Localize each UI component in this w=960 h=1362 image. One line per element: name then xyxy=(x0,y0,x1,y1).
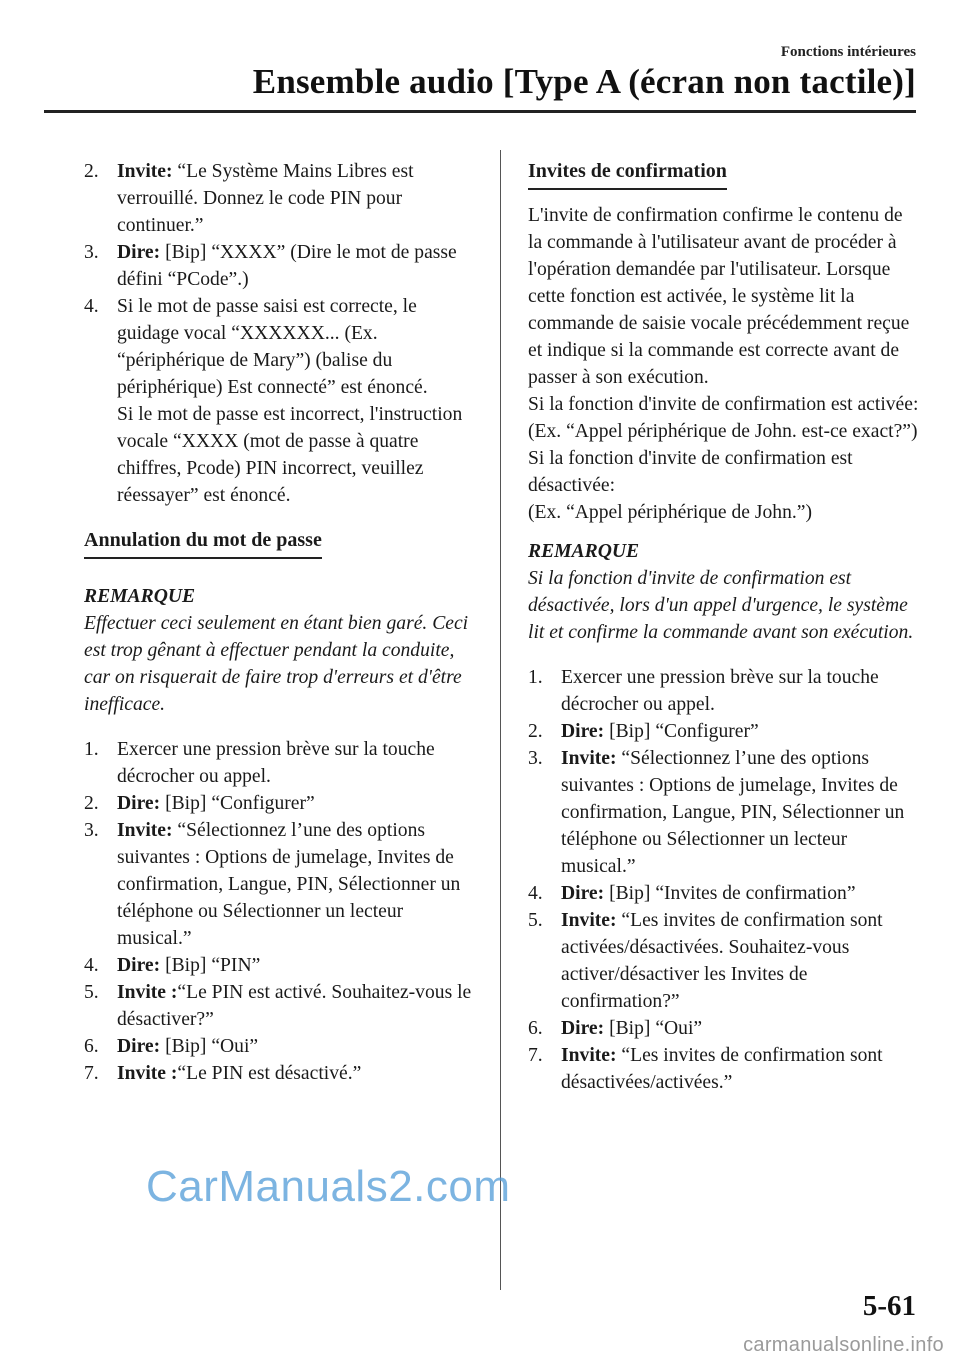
example-enabled: (Ex. “Appel périphérique de John. est-ce exact?”) xyxy=(528,421,918,442)
step-keyword: Dire: xyxy=(117,1036,161,1057)
list-item xyxy=(84,817,476,952)
step-text: “Sélectionnez l’une des options suivantes : Options de jumelage, Invites de confirmation, Langue, PIN, Sélectionner un téléphone ou Sélectionner un lecteur musical.” xyxy=(561,748,905,877)
list-item xyxy=(528,880,920,907)
page-title: Ensemble audio [Type A (écran non tactile)] xyxy=(252,62,916,101)
step-keyword: Dire: xyxy=(561,883,605,904)
column-divider xyxy=(500,150,501,1290)
step-number: 4. xyxy=(528,883,543,904)
watermark-carmanuals2: CarManuals2.com xyxy=(146,1162,511,1211)
intro-paragraph: L'invite de confirmation confirme le contenu de la commande à l'utilisateur avant de procéder à l'opération demandée par l'utilisateur. Lorsque cette fonction est activée, le système lit la commande de saisie vocale précédemment reçue et indique si la commande est correcte avant de passer à son exécution. xyxy=(528,205,910,388)
list-item xyxy=(528,1015,920,1042)
steps-list xyxy=(84,736,476,1087)
step-keyword: Invite: xyxy=(561,748,617,769)
list-item xyxy=(84,293,476,509)
step-keyword: Invite: xyxy=(561,1045,617,1066)
step-number: 1. xyxy=(528,667,543,688)
step-keyword: Dire: xyxy=(117,793,161,814)
step-number: 6. xyxy=(84,1036,99,1057)
step-text: [Bip] “PIN” xyxy=(160,955,261,976)
note-title: REMARQUE xyxy=(84,586,196,607)
step-number: 4. xyxy=(84,955,99,976)
step-number: 6. xyxy=(528,1018,543,1039)
step-number: 7. xyxy=(528,1045,543,1066)
step-keyword: Invite : xyxy=(117,982,178,1003)
note-text: Si la fonction d'invite de confirmation est désactivée, lors d'un appel d'urgence, le système lit et confirme la commande avant son exécution. xyxy=(528,568,914,643)
step-number: 2. xyxy=(84,793,99,814)
list-item xyxy=(528,1042,920,1096)
left-column xyxy=(84,158,476,1087)
step-text: [Bip] “Oui” xyxy=(604,1018,703,1039)
step-number: 2. xyxy=(528,721,543,742)
step-keyword: Dire: xyxy=(117,242,161,263)
list-item xyxy=(84,239,476,293)
list-item xyxy=(84,952,476,979)
step-number: 7. xyxy=(84,1063,99,1084)
list-item xyxy=(528,664,920,718)
step-text: [Bip] “Oui” xyxy=(160,1036,259,1057)
list-item xyxy=(84,1033,476,1060)
step-keyword: Dire: xyxy=(117,955,161,976)
step-text: Si le mot de passe saisi est correcte, le guidage vocal “XXXXXX... (Ex. “périphérique de Mary”) (balise du périphérique) Est connecté” est énoncé. xyxy=(117,296,428,398)
step-text: Exercer une pression brève sur la touche décrocher ou appel. xyxy=(117,739,435,787)
step-text: “Le PIN est désactivé.” xyxy=(177,1063,362,1084)
step-number: 5. xyxy=(84,982,99,1003)
paragraph-enabled: Si la fonction d'invite de confirmation est activée: xyxy=(528,394,919,415)
list-item xyxy=(84,1060,476,1087)
step-text: “Les invites de confirmation sont activées/désactivées. Souhaitez-vous activer/désactiver les Invites de confirmation?” xyxy=(561,910,883,1012)
step-number: 3. xyxy=(84,242,99,263)
step-number: 1. xyxy=(84,739,99,760)
step-text: “Le PIN est activé. Souhaitez-vous le désactiver?” xyxy=(117,982,472,1030)
note-title: REMARQUE xyxy=(528,541,640,562)
step-text: “Sélectionnez l’une des options suivantes : Options de jumelage, Invites de confirmation, Langue, PIN, Sélectionner un téléphone ou Sélectionner un lecteur musical.” xyxy=(117,820,461,949)
step-number: 5. xyxy=(528,910,543,931)
step-text: [Bip] “Configurer” xyxy=(160,793,315,814)
paragraph-disabled: Si la fonction d'invite de confirmation est désactivée: xyxy=(528,448,853,496)
steps-list xyxy=(528,664,920,1096)
list-item xyxy=(528,718,920,745)
step-number: 3. xyxy=(84,820,99,841)
watermark-carmanualsonline: carmanualsonline.info xyxy=(743,1334,944,1356)
step-text: [Bip] “Configurer” xyxy=(604,721,759,742)
section-label: Fonctions intérieures xyxy=(780,44,916,60)
step-keyword: Invite: xyxy=(117,161,173,182)
note-text: Effectuer ceci seulement en étant bien garé. Ceci est trop gênant à effectuer pendant la conduite, car on risquerait de faire trop d'erreurs et d'être inefficace. xyxy=(84,613,469,715)
step-text: [Bip] “XXXX” (Dire le mot de passe défini “PCode”.) xyxy=(117,242,457,290)
step-text: Exercer une pression brève sur la touche décrocher ou appel. xyxy=(561,667,879,715)
steps-list xyxy=(84,158,476,509)
step-text: [Bip] “Invites de confirmation” xyxy=(604,883,856,904)
step-keyword: Invite : xyxy=(117,1063,178,1084)
list-item xyxy=(84,790,476,817)
subheading-confirmation-prompts: Invites de confirmation xyxy=(528,158,727,190)
step-keyword: Invite: xyxy=(561,910,617,931)
list-item xyxy=(84,979,476,1033)
step-number: 4. xyxy=(84,296,99,317)
subheading-cancel-password: Annulation du mot de passe xyxy=(84,527,322,559)
list-item xyxy=(84,736,476,790)
step-keyword: Invite: xyxy=(117,820,173,841)
step-number: 3. xyxy=(528,748,543,769)
page-number: 5-61 xyxy=(862,1290,916,1322)
step-extra-text: Si le mot de passe est incorrect, l'instruction vocale “XXXX (mot de passe à quatre chiffres, Pcode) PIN incorrect, veuillez réessayer” est énoncé. xyxy=(117,404,463,506)
list-item xyxy=(528,907,920,1015)
header-rule xyxy=(44,110,916,113)
step-text: “Les invites de confirmation sont désactivées/activées.” xyxy=(561,1045,883,1093)
step-keyword: Dire: xyxy=(561,721,605,742)
step-keyword: Dire: xyxy=(561,1018,605,1039)
step-text: “Le Système Mains Libres est verrouillé. Donnez le code PIN pour continuer.” xyxy=(117,161,414,236)
example-disabled: (Ex. “Appel périphérique de John.”) xyxy=(528,502,813,523)
step-number: 2. xyxy=(84,161,99,182)
list-item xyxy=(528,745,920,880)
list-item xyxy=(84,158,476,239)
right-column xyxy=(528,158,920,1096)
